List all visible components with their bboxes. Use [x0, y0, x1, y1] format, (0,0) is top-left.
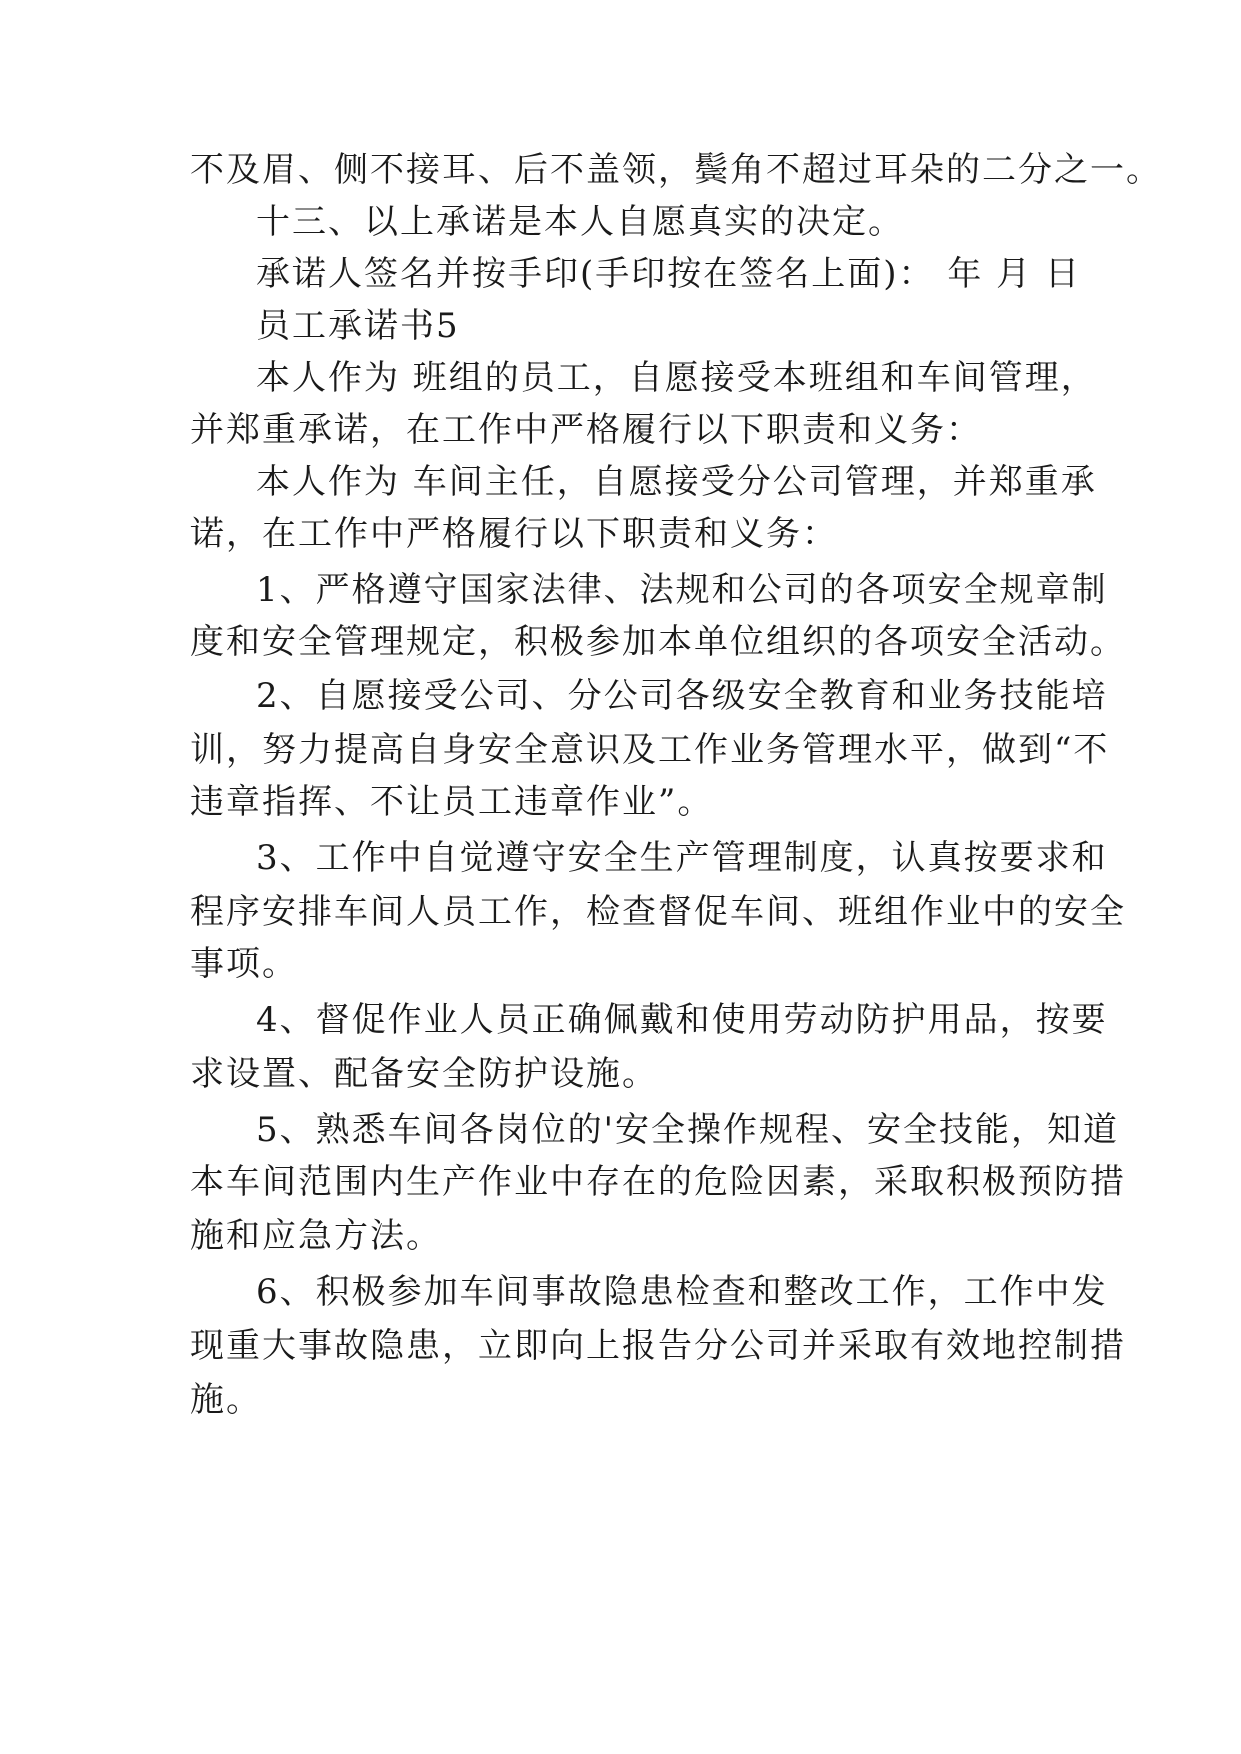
paragraph-line: 并郑重承诺，在工作中严格履行以下职责和义务：: [190, 410, 982, 450]
paragraph-line: 诺，在工作中严格履行以下职责和义务：: [190, 514, 838, 554]
paragraph-line: 违章指挥、不让员工违章作业”。: [190, 782, 714, 822]
paragraph-line: 1、严格遵守国家法律、法规和公司的各项安全规章制: [256, 570, 1108, 610]
paragraph-line: 2、自愿接受公司、分公司各级安全教育和业务技能培: [256, 676, 1108, 716]
paragraph-line: 不及眉、侧不接耳、后不盖领，鬓角不超过耳朵的二分之一。: [190, 150, 1162, 190]
paragraph-line: 施和应急方法。: [190, 1216, 442, 1256]
paragraph-line: 5、熟悉车间各岗位的'安全操作规程、安全技能，知道: [256, 1110, 1119, 1150]
paragraph-line: 本人作为 班组的员工，自愿接受本班组和车间管理，: [256, 358, 1097, 398]
paragraph-line: 事项。: [190, 944, 298, 984]
paragraph-line: 求设置、配备安全防护设施。: [190, 1054, 658, 1094]
paragraph-line: 程序安排车间人员工作，检查督促车间、班组作业中的安全: [190, 892, 1126, 932]
signature-line: 承诺人签名并按手印(手印按在签名上面)： 年 月 日: [256, 254, 1081, 294]
section-heading: 员工承诺书5: [256, 306, 460, 346]
paragraph-line: 十三、以上承诺是本人自愿真实的决定。: [256, 202, 904, 242]
paragraph-line: 本车间范围内生产作业中存在的危险因素，采取积极预防措: [190, 1162, 1126, 1202]
paragraph-line: 现重大事故隐患，立即向上报告分公司并采取有效地控制措: [190, 1326, 1126, 1366]
paragraph-line: 4、督促作业人员正确佩戴和使用劳动防护用品，按要: [256, 1000, 1108, 1040]
paragraph-line: 本人作为 车间主任，自愿接受分公司管理，并郑重承: [256, 462, 1097, 502]
paragraph-line: 训，努力提高自身安全意识及工作业务管理水平，做到“不: [190, 730, 1110, 770]
paragraph-line: 施。: [190, 1380, 262, 1420]
paragraph-line: 6、积极参加车间事故隐患检查和整改工作，工作中发: [256, 1272, 1108, 1312]
paragraph-line: 3、工作中自觉遵守安全生产管理制度，认真按要求和: [256, 838, 1108, 878]
paragraph-line: 度和安全管理规定，积极参加本单位组织的各项安全活动。: [190, 622, 1126, 662]
